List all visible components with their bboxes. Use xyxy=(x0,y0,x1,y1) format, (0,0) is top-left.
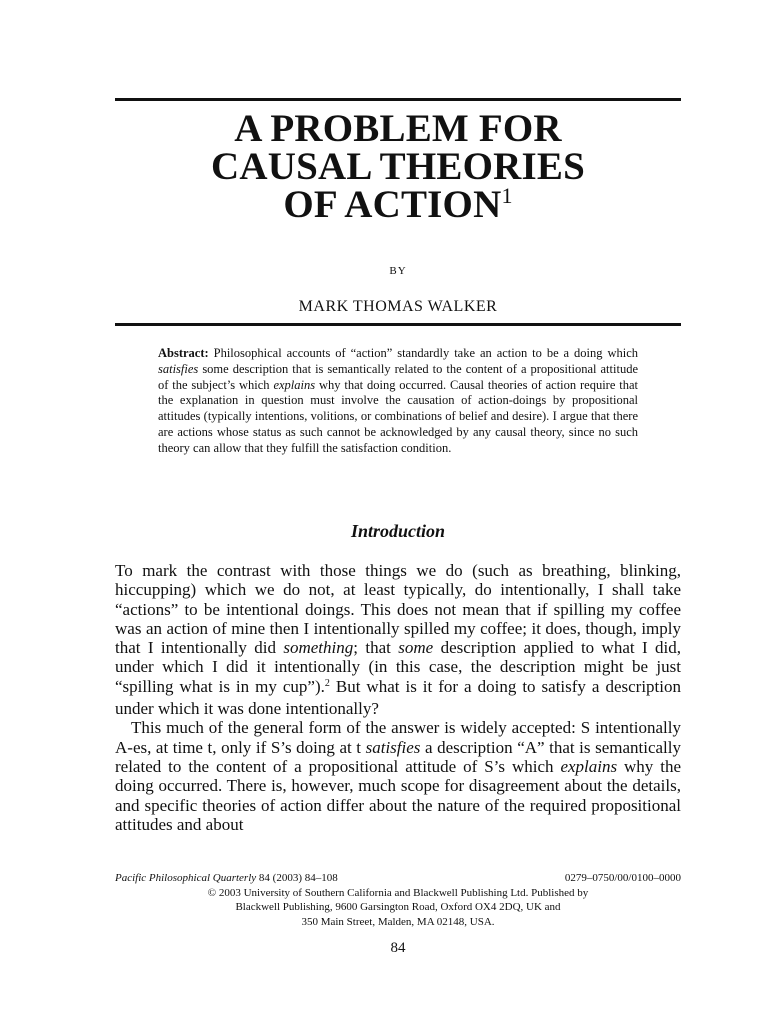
p1-text-c: description applied to what I did, under which I did it intentionally (in this case, the description might be just “spilling what is in my cup”). xyxy=(115,638,682,696)
body-text xyxy=(115,561,681,834)
p2-text-c: why the doing occurred. There is, however, much scope for disagreement about the details, and specific theories of action differ about the nature of the required propositional attitudes and about xyxy=(115,756,682,834)
p2-emphasis-a: satisfies xyxy=(365,737,421,757)
journal-name: Pacific Philosophical Quarterly xyxy=(115,872,257,884)
abstract-text-1: Philosophical accounts of “action” standardly take an action to be a doing which xyxy=(208,346,638,360)
p1-emphasis-b: some xyxy=(398,638,434,658)
p2-text-b: a description “A” that is semantically related to the content of a propositional attitude of S’s which xyxy=(115,737,682,776)
section-heading: Introduction xyxy=(350,521,446,541)
journal-row xyxy=(115,871,681,886)
address-line: 350 Main Street, Malden, MA 02148, USA. xyxy=(301,915,495,928)
author-rule xyxy=(115,323,681,326)
issn-code: 0279–0750/00/0100–0000 xyxy=(564,872,681,884)
abstract-text-3: why that doing occurred. Causal theories of action require that the explanation in question must involve the causation of action-doings by propositional attitudes (typically intentions, volitions, or combinations of belief and desire). I argue that there are actions whose status as such cannot be acknowledged by any causal theory, since no such theory can allow that they fulfill the satisfaction condition. xyxy=(158,377,638,455)
top-rule xyxy=(115,98,681,101)
abstract-emphasis-1: satisfies xyxy=(158,361,199,376)
paragraph-2 xyxy=(115,718,681,834)
publisher-line: Blackwell Publishing, 9600 Garsington Road, Oxford OX4 2DQ, UK and xyxy=(235,901,561,913)
journal-volume: 84 (2003) 84–108 xyxy=(256,872,338,884)
p2-text-a: This much of the general form of the answer is widely accepted: S intentionally A-es, at time t, only if S’s doing at t xyxy=(115,718,681,757)
p1-text-d: But what is it for a doing to satisfy a description under which it was done intentionally? xyxy=(115,676,681,719)
paragraph-1 xyxy=(115,561,681,718)
p2-emphasis-b: explains xyxy=(560,756,618,776)
article-title xyxy=(115,107,681,229)
abstract-label: Abstract: xyxy=(158,346,209,360)
title-line-1: A PROBLEM FOR xyxy=(234,107,562,150)
abstract xyxy=(158,346,638,457)
abstract-text-2: some description that is semantically related to the content of a propositional attitude of the subject’s which xyxy=(158,361,638,392)
copyright-line: © 2003 University of Southern California and Blackwell Publishing Ltd. Published by xyxy=(207,886,589,899)
title-line-2: CAUSAL THEORIES xyxy=(211,145,585,188)
p1-text-b: ; that xyxy=(353,638,399,658)
p1-text-a: To mark the contrast with those things we do (such as breathing, blinking, hiccupping) which we do not, at least typically, do intentionally, I shall take “actions” to be intentional doings. This does not mean that if spilling my coffee was an action of mine then I intentionally spilled my coffee; it does, though, imply that I intentionally did xyxy=(115,561,681,658)
title-line-3-text: OF ACTION xyxy=(283,183,502,226)
p1-emphasis-a: something xyxy=(283,638,354,658)
journal-citation xyxy=(115,871,338,886)
title-line-3 xyxy=(115,183,681,229)
abstract-emphasis-2: explains xyxy=(273,377,316,392)
footnote-ref-2[interactable]: 2 xyxy=(324,677,330,689)
byline: BY xyxy=(389,265,407,277)
author-name: MARK THOMAS WALKER xyxy=(298,298,498,315)
publication-footer xyxy=(115,871,681,929)
title-footnote-marker: 1 xyxy=(501,183,513,208)
page-number: 84 xyxy=(390,940,406,956)
